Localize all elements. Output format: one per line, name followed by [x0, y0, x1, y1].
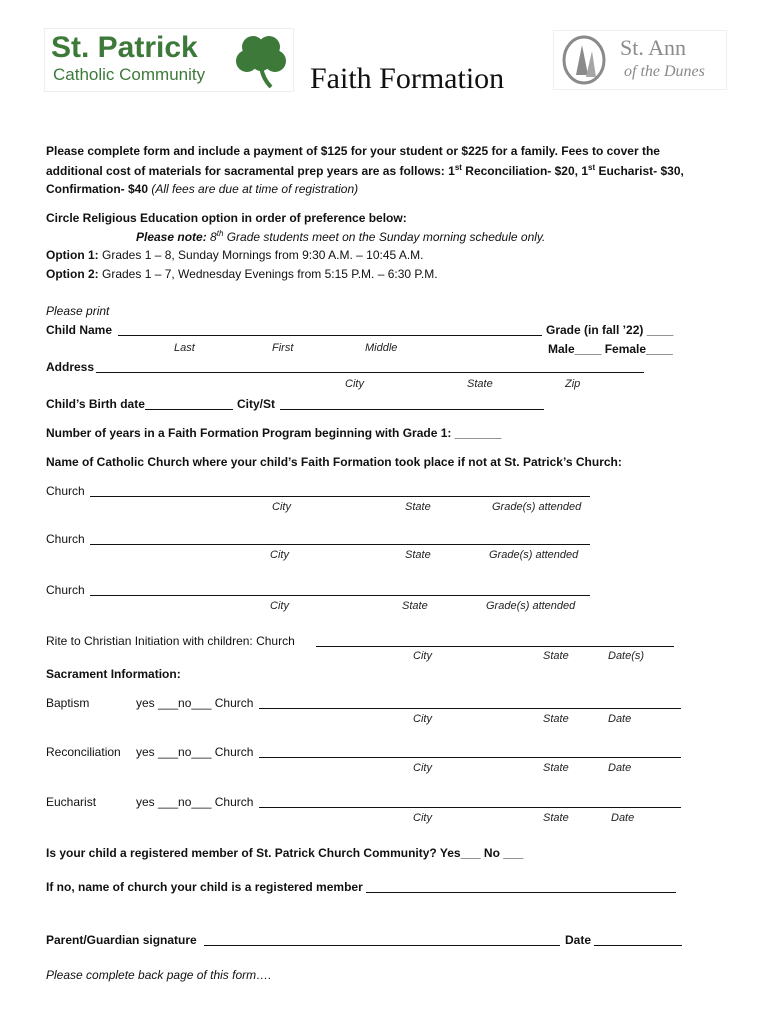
- signature-label: Parent/Guardian signature: [46, 933, 197, 947]
- church-3-grades: Grade(s) attended: [486, 600, 576, 612]
- church-1-city: City: [272, 501, 291, 513]
- eucharist-church-field[interactable]: [259, 795, 681, 808]
- address-state-label: State: [467, 378, 493, 390]
- baptism-city: City: [413, 713, 432, 725]
- intro-line-3: Confirmation- $40 (All fees are due at time of registration): [46, 182, 359, 196]
- signature-field[interactable]: [204, 933, 560, 946]
- rite-city: City: [413, 650, 432, 662]
- baptism-date: Date: [608, 713, 632, 725]
- reconciliation-city: City: [413, 762, 432, 774]
- baptism-label: Baptism: [46, 696, 90, 710]
- address-zip-label: Zip: [565, 378, 581, 390]
- eucharist-date: Date: [611, 812, 635, 824]
- baptism-yes-no[interactable]: yes ___no___ Church: [136, 696, 254, 710]
- eucharist-label: Eucharist: [46, 795, 97, 809]
- baptism-state: State: [543, 713, 569, 725]
- church-question: Name of Catholic Church where your child’s Faith Formation took place if not at St. Patrick’s Church:: [46, 455, 622, 469]
- church-3-field[interactable]: [90, 583, 590, 596]
- registered-church-field[interactable]: [366, 880, 676, 893]
- back-page-note: Please complete back page of this form….: [46, 968, 272, 982]
- registered-question[interactable]: Is your child a registered member of St. Patrick Church Community? Yes___ No ___: [46, 846, 524, 860]
- shamrock-icon: [233, 31, 289, 89]
- first-label: First: [272, 342, 294, 354]
- rite-label: Rite to Christian Initiation with children: Church: [46, 634, 295, 648]
- eucharist-state: State: [543, 812, 569, 824]
- eucharist-city: City: [413, 812, 432, 824]
- intro-line-1: Please complete form and include a payment of $125 for your student or $225 for a family. Fees to cover the: [46, 144, 660, 158]
- signature-date-field[interactable]: [594, 933, 682, 946]
- city-st-label: City/St: [237, 397, 276, 411]
- st-ann-logo: [553, 30, 727, 90]
- church-3-state: State: [402, 600, 428, 612]
- church-1-state: State: [405, 501, 431, 513]
- rite-state: State: [543, 650, 569, 662]
- birth-date-label: Child’s Birth date: [46, 397, 145, 411]
- logo-left-subtitle: Catholic Community: [53, 65, 206, 84]
- church-3-city: City: [270, 600, 289, 612]
- if-no-label: If no, name of church your child is a registered member: [46, 880, 363, 894]
- address-label: Address: [46, 360, 95, 374]
- eucharist-yes-no[interactable]: yes ___no___ Church: [136, 795, 254, 809]
- child-name-field[interactable]: [118, 323, 542, 336]
- reconciliation-state: State: [543, 762, 569, 774]
- option-2: Option 2: Grades 1 – 7, Wednesday Evenings from 5:15 P.M. – 6:30 P.M.: [46, 267, 438, 281]
- child-name-label: Child Name: [46, 323, 113, 337]
- rite-field[interactable]: [316, 634, 674, 647]
- reconciliation-church-field[interactable]: [259, 745, 681, 758]
- church-1-label: Church: [46, 484, 85, 498]
- st-patrick-logo: [44, 28, 294, 92]
- baptism-church-field[interactable]: [259, 696, 681, 709]
- grade-field[interactable]: Grade (in fall ’22) ____: [546, 323, 674, 337]
- logo-right-subtitle: of the Dunes: [624, 63, 705, 80]
- st-ann-emblem-icon: [560, 35, 608, 85]
- church-1-grades: Grade(s) attended: [492, 501, 582, 513]
- page-title: Faith Formation: [310, 62, 505, 95]
- sacrament-heading: Sacrament Information:: [46, 667, 181, 681]
- city-st-field[interactable]: [280, 397, 544, 410]
- reconciliation-yes-no[interactable]: yes ___no___ Church: [136, 745, 254, 759]
- intro-line-2: additional cost of materials for sacramental prep years are as follows: 1st Reconciliation- $20, 1st Eucharist- $30,: [46, 163, 684, 178]
- options-heading: Circle Religious Education option in order of preference below:: [46, 211, 407, 225]
- last-label: Last: [174, 342, 195, 354]
- logo-right-title: St. Ann: [620, 35, 687, 60]
- reconciliation-date: Date: [608, 762, 632, 774]
- church-2-label: Church: [46, 532, 85, 546]
- middle-label: Middle: [365, 342, 398, 354]
- church-2-city: City: [270, 549, 289, 561]
- church-2-field[interactable]: [90, 532, 590, 545]
- date-label: Date: [565, 933, 592, 947]
- address-city-label: City: [345, 378, 364, 390]
- years-field[interactable]: Number of years in a Faith Formation Program beginning with Grade 1: _______: [46, 426, 502, 440]
- birth-date-field[interactable]: [145, 397, 233, 410]
- options-note: Please note: 8th Grade students meet on the Sunday morning schedule only.: [136, 229, 546, 244]
- reconciliation-label: Reconciliation: [46, 745, 121, 759]
- logo-left-title: St. Patrick: [51, 31, 198, 64]
- address-field[interactable]: [96, 360, 644, 373]
- church-3-label: Church: [46, 583, 85, 597]
- please-print: Please print: [46, 304, 110, 318]
- church-2-state: State: [405, 549, 431, 561]
- rite-dates: Date(s): [608, 650, 645, 662]
- gender-field[interactable]: Male____ Female____: [548, 342, 673, 356]
- option-1: Option 1: Grades 1 – 8, Sunday Mornings from 9:30 A.M. – 10:45 A.M.: [46, 248, 424, 262]
- church-1-field[interactable]: [90, 484, 590, 497]
- church-2-grades: Grade(s) attended: [489, 549, 579, 561]
